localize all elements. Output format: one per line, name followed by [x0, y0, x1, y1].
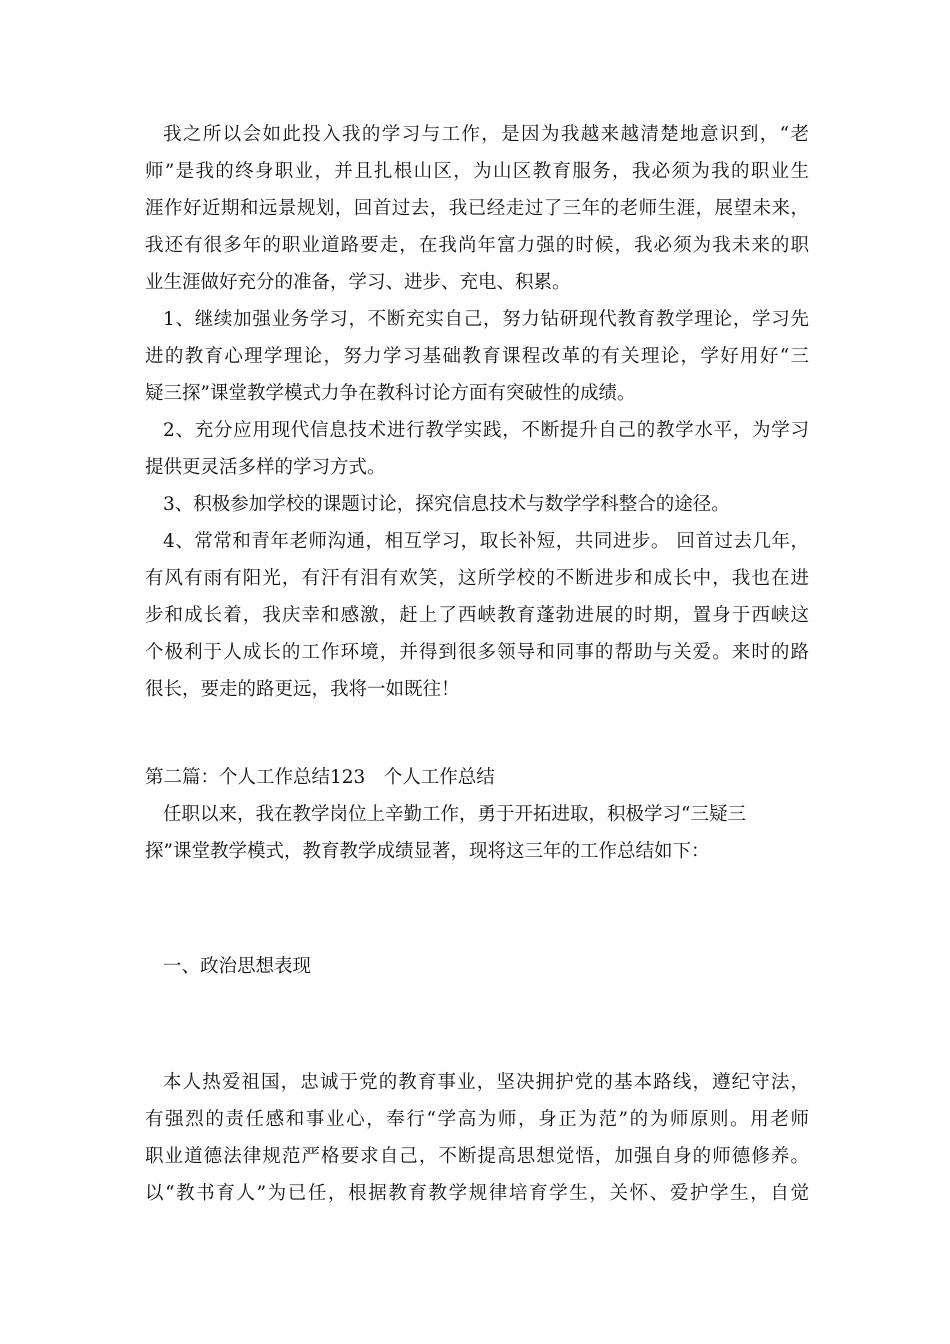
list-item: 2、充分应用现代信息技术进行教学实践，不断提升自己的教学水平，为学习 — [163, 420, 809, 441]
text-line: 疑三探”课堂教学模式力争在教科讨论方面有突破性的成绩。 — [145, 383, 636, 404]
text-line: 我之所以会如此投入我的学习与工作，是因为我越来越清楚地意识到，“老 — [163, 124, 809, 145]
text-line: 个极利于人成长的工作环境，并得到很多领导和同事的帮助与关爱。来时的路 — [145, 642, 809, 663]
text-line: 有风有雨有阳光，有汗有泪有欢笑，这所学校的不断进步和成长中，我也在进 — [145, 568, 809, 589]
text-line: 本人热爱祖国，忠诚于党的教育事业，坚决拥护党的基本路线，遵纪守法， — [163, 1072, 809, 1093]
text-line: 有强烈的责任感和事业心，奉行“学高为师，身正为范”的为师原则。用老师 — [145, 1109, 809, 1130]
text-line: 探”课堂教学模式，教育教学成绩显著，现将这三年的工作总结如下： — [145, 841, 710, 862]
text-line: 进的教育心理学理论，努力学习基础教育课程改革的有关理论，学好用好“三 — [145, 346, 809, 367]
section-heading: 第二篇：个人工作总结123 个人工作总结 — [145, 767, 495, 788]
text-line: 职业道德法律规范严格要求自己，不断提高思想觉悟，加强自身的师德修养。 — [145, 1146, 809, 1167]
text-line: 很长，要走的路更远，我将一如既往！ — [145, 679, 460, 700]
text-line: 师”是我的终身职业，并且扎根山区，为山区教育服务，我必须为我的职业生 — [145, 161, 809, 182]
text-line: 步和成长着，我庆幸和感激，赶上了西峡教育蓬勃进展的时期，置身于西峡这 — [145, 605, 809, 626]
list-item: 3、积极参加学校的课题讨论，探究信息技术与数学学科整合的途径。 — [163, 494, 730, 515]
text-line: 提供更灵活多样的学习方式。 — [145, 457, 386, 478]
text-line: 任职以来，我在教学岗位上辛勤工作，勇于开拓进取，积极学习“三疑三 — [163, 804, 746, 825]
list-item: 1、继续加强业务学习，不断充实自己，努力钻研现代教育教学理论，学习先 — [163, 309, 809, 330]
text-line: 我还有很多年的职业道路要走，在我尚年富力强的时候，我必须为我未来的职 — [145, 235, 809, 256]
subsection-heading: 一、政治思想表现 — [163, 956, 312, 977]
list-item: 4、常常和青年老师沟通，相互学习，取长补短，共同进步。 回首过去几年， — [163, 531, 809, 552]
text-line: 涯作好近期和远景规划，回首过去，我已经走过了三年的老师生涯，展望未来， — [145, 198, 809, 219]
text-line: 业生涯做好充分的准备，学习、进步、充电、积累。 — [145, 272, 571, 293]
text-line: 以“教书育人”为已任，根据教育教学规律培育学生，关怀、爱护学生，自觉 — [145, 1183, 809, 1204]
